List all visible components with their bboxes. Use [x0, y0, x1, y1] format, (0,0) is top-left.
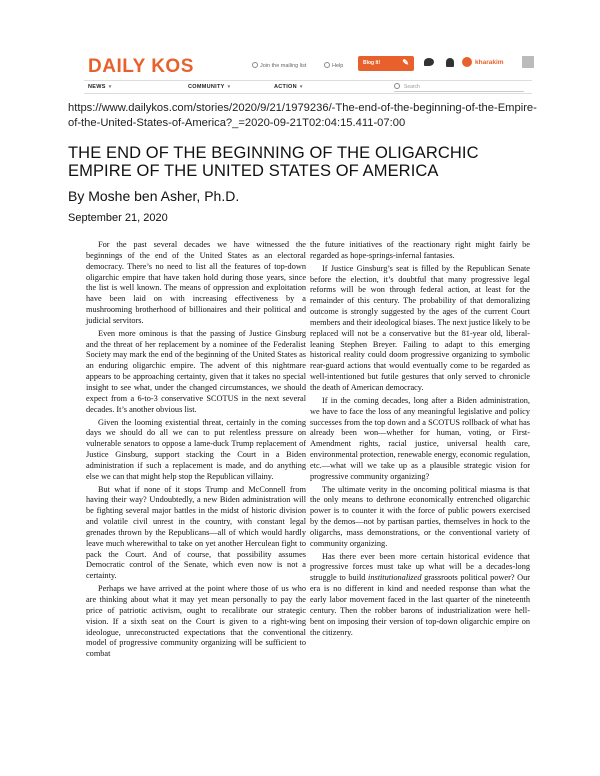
- mail-icon: [252, 62, 258, 68]
- chevron-down-icon: ▾: [108, 84, 112, 90]
- paragraph: If Justice Ginsburg’s seat is filled by the Republican Senate before the election, it’s doubtful that many progressive legal reforms will be won through federal action, at least for the remainder of this century. The probability of that demoralizing outcome is strongly suggested by the ages of the current Court members and their ideological biases. The next justice likely to be replaced will not be a conservative but the 81-year old, liberal-leaning Stephen Breyer. Failing to adapt to this emerging historical reality could doom progressive organizing to symbolic rear-guard actions that would eventually come to be regarded as well-intentioned but futile gestures that only served to chronicle the death of American democracy.: [310, 263, 530, 392]
- blog-it-button[interactable]: Blog It! ✎: [358, 56, 414, 71]
- article-column-left: [86, 240, 306, 662]
- help-icon: [324, 62, 330, 68]
- article-date: September 21, 2020: [68, 212, 168, 224]
- article-title: THE END OF THE BEGINNING OF THE OLIGARCHIC EMPIRE OF THE UNITED STATES OF AMERICA: [68, 144, 479, 180]
- main-nav: [84, 80, 532, 94]
- search-input[interactable]: Search: [394, 82, 524, 92]
- paragraph: If in the coming decades, long after a Biden administration, we have to face the loss of any meaningful legislative and policy successes from the top down and a SCOTUS rollback of what has already been won—whether for human, voting, or First-Amendment rights, racial justice, universal health care, environmental protection, renewable energy, economic regulation, etc.—what will we take up as a plausible strategic vision for progressive community organizing?: [310, 395, 531, 481]
- page-url: https://www.dailykos.com/stories/2020/9/21/1979236/-The-end-of-the-beginning-of-the-Empire-of-the-United-States-of-America?_=2020-09-21T02:04:15.411-07:00: [68, 102, 537, 129]
- article-column-right: [310, 240, 530, 640]
- nav-action[interactable]: ACTION ▾: [274, 84, 303, 90]
- user-name[interactable]: kharakim: [475, 59, 504, 66]
- nav-news[interactable]: NEWS ▾: [88, 84, 112, 90]
- paragraph: Given the looming existential threat, certainly in the coming days we should do all we can to put relentless pressure on vulnerable senators to oppose a lame-duck Trump replacement of Justice Ginsburg, support stacking the Court in a Biden administration if such a replacement is made, and do anything else we can that might help stop the Republican villainy.: [86, 417, 306, 481]
- nav-community[interactable]: COMMUNITY ▾: [188, 84, 231, 90]
- paragraph: Even more ominous is that the passing of Justice Ginsburg and the threat of her replacement by a nominee of the Federalist Society may mark the end of the beginning of the United States as an enduring oligarchic empire. The advent of this nightmare appears to be approaching certainty, given that it takes no special insight to see what, under the changed circumstances, we should expect from a 6-to-3 conservative SCOTUS in the next several decades. It’s another obvious list.: [86, 328, 306, 414]
- paragraph: Has there ever been more certain historical evidence that progressive forces must take up what will be a decades-long struggle to build institutionalized grassroots political power? Our era is no different in kind and needed response than what the early labor movement faced in the last quarter of the nineteenth century. Then the robber barons of industrialization were hell-bent on imposing their version of top-down oligarchic empire on the citizenry.: [310, 551, 531, 637]
- help-link[interactable]: Help: [324, 62, 343, 69]
- search-icon: [394, 83, 400, 89]
- chat-icon[interactable]: [424, 58, 434, 66]
- chevron-down-icon: ▾: [299, 84, 303, 90]
- user-avatar[interactable]: [462, 57, 472, 67]
- profile-image[interactable]: [522, 56, 534, 68]
- site-logo[interactable]: DAILY KOS: [88, 56, 194, 77]
- chevron-down-icon: ▾: [227, 84, 231, 90]
- paragraph: The ultimate verity in the oncoming political miasma is that the only means to dethrone economically entrenched oligarchic power is to counter it with the force of public powers exercised by the demos—not by partisan parties, themselves in hock to the oligarchs, mass demonstrations, or the conventional variety of community organizing.: [310, 484, 530, 548]
- paragraph: the future initiatives of the reactionary right might fairly be regarded as hope-springs-infernal fantasies.: [310, 240, 530, 260]
- join-mailing-list-link[interactable]: Join the mailing list: [252, 62, 306, 69]
- article-author: By Moshe ben Asher, Ph.D.: [68, 188, 240, 204]
- pencil-icon: ✎: [402, 58, 409, 67]
- emphasis: institutionalized: [368, 573, 422, 583]
- paragraph: Perhaps we have arrived at the point where those of us who are thinking about what it may yet mean personally to pay the price of patriotic activism, ought to recalibrate our strategic vision. If a sixth seat on the Court is given to a right-wing ideologue, unreconstructed expectations that the conventional model of progressive community organizing will be sufficient to combat: [86, 584, 306, 659]
- paragraph: But what if none of it stops Trump and McConnell from having their way? Undoubtedly, a new Biden administration will be fighting several major battles in the midst of historic division and volatile civil unrest in the country, with constant legal grenades thrown by the Republicans—all of which would hardly leave much wherewithal to take on yet another Herculean fight to pack the Court. And of course, that possibility assumes Democratic control of the Senate, which even now is not a certainty.: [86, 484, 306, 581]
- bell-icon[interactable]: [446, 58, 454, 67]
- site-header: [84, 54, 532, 76]
- paragraph: For the past several decades we have witnessed the beginnings of the end of the United States as an electoral democracy. There’s no need to list all the features of top-down oligarchic empire that have taken hold during those years, since the list is well known. The means of oppression and exploitation have been laid on with increasing effectiveness by a mushrooming brotherhood of billionaires and their political and judicial servitors.: [86, 240, 306, 325]
